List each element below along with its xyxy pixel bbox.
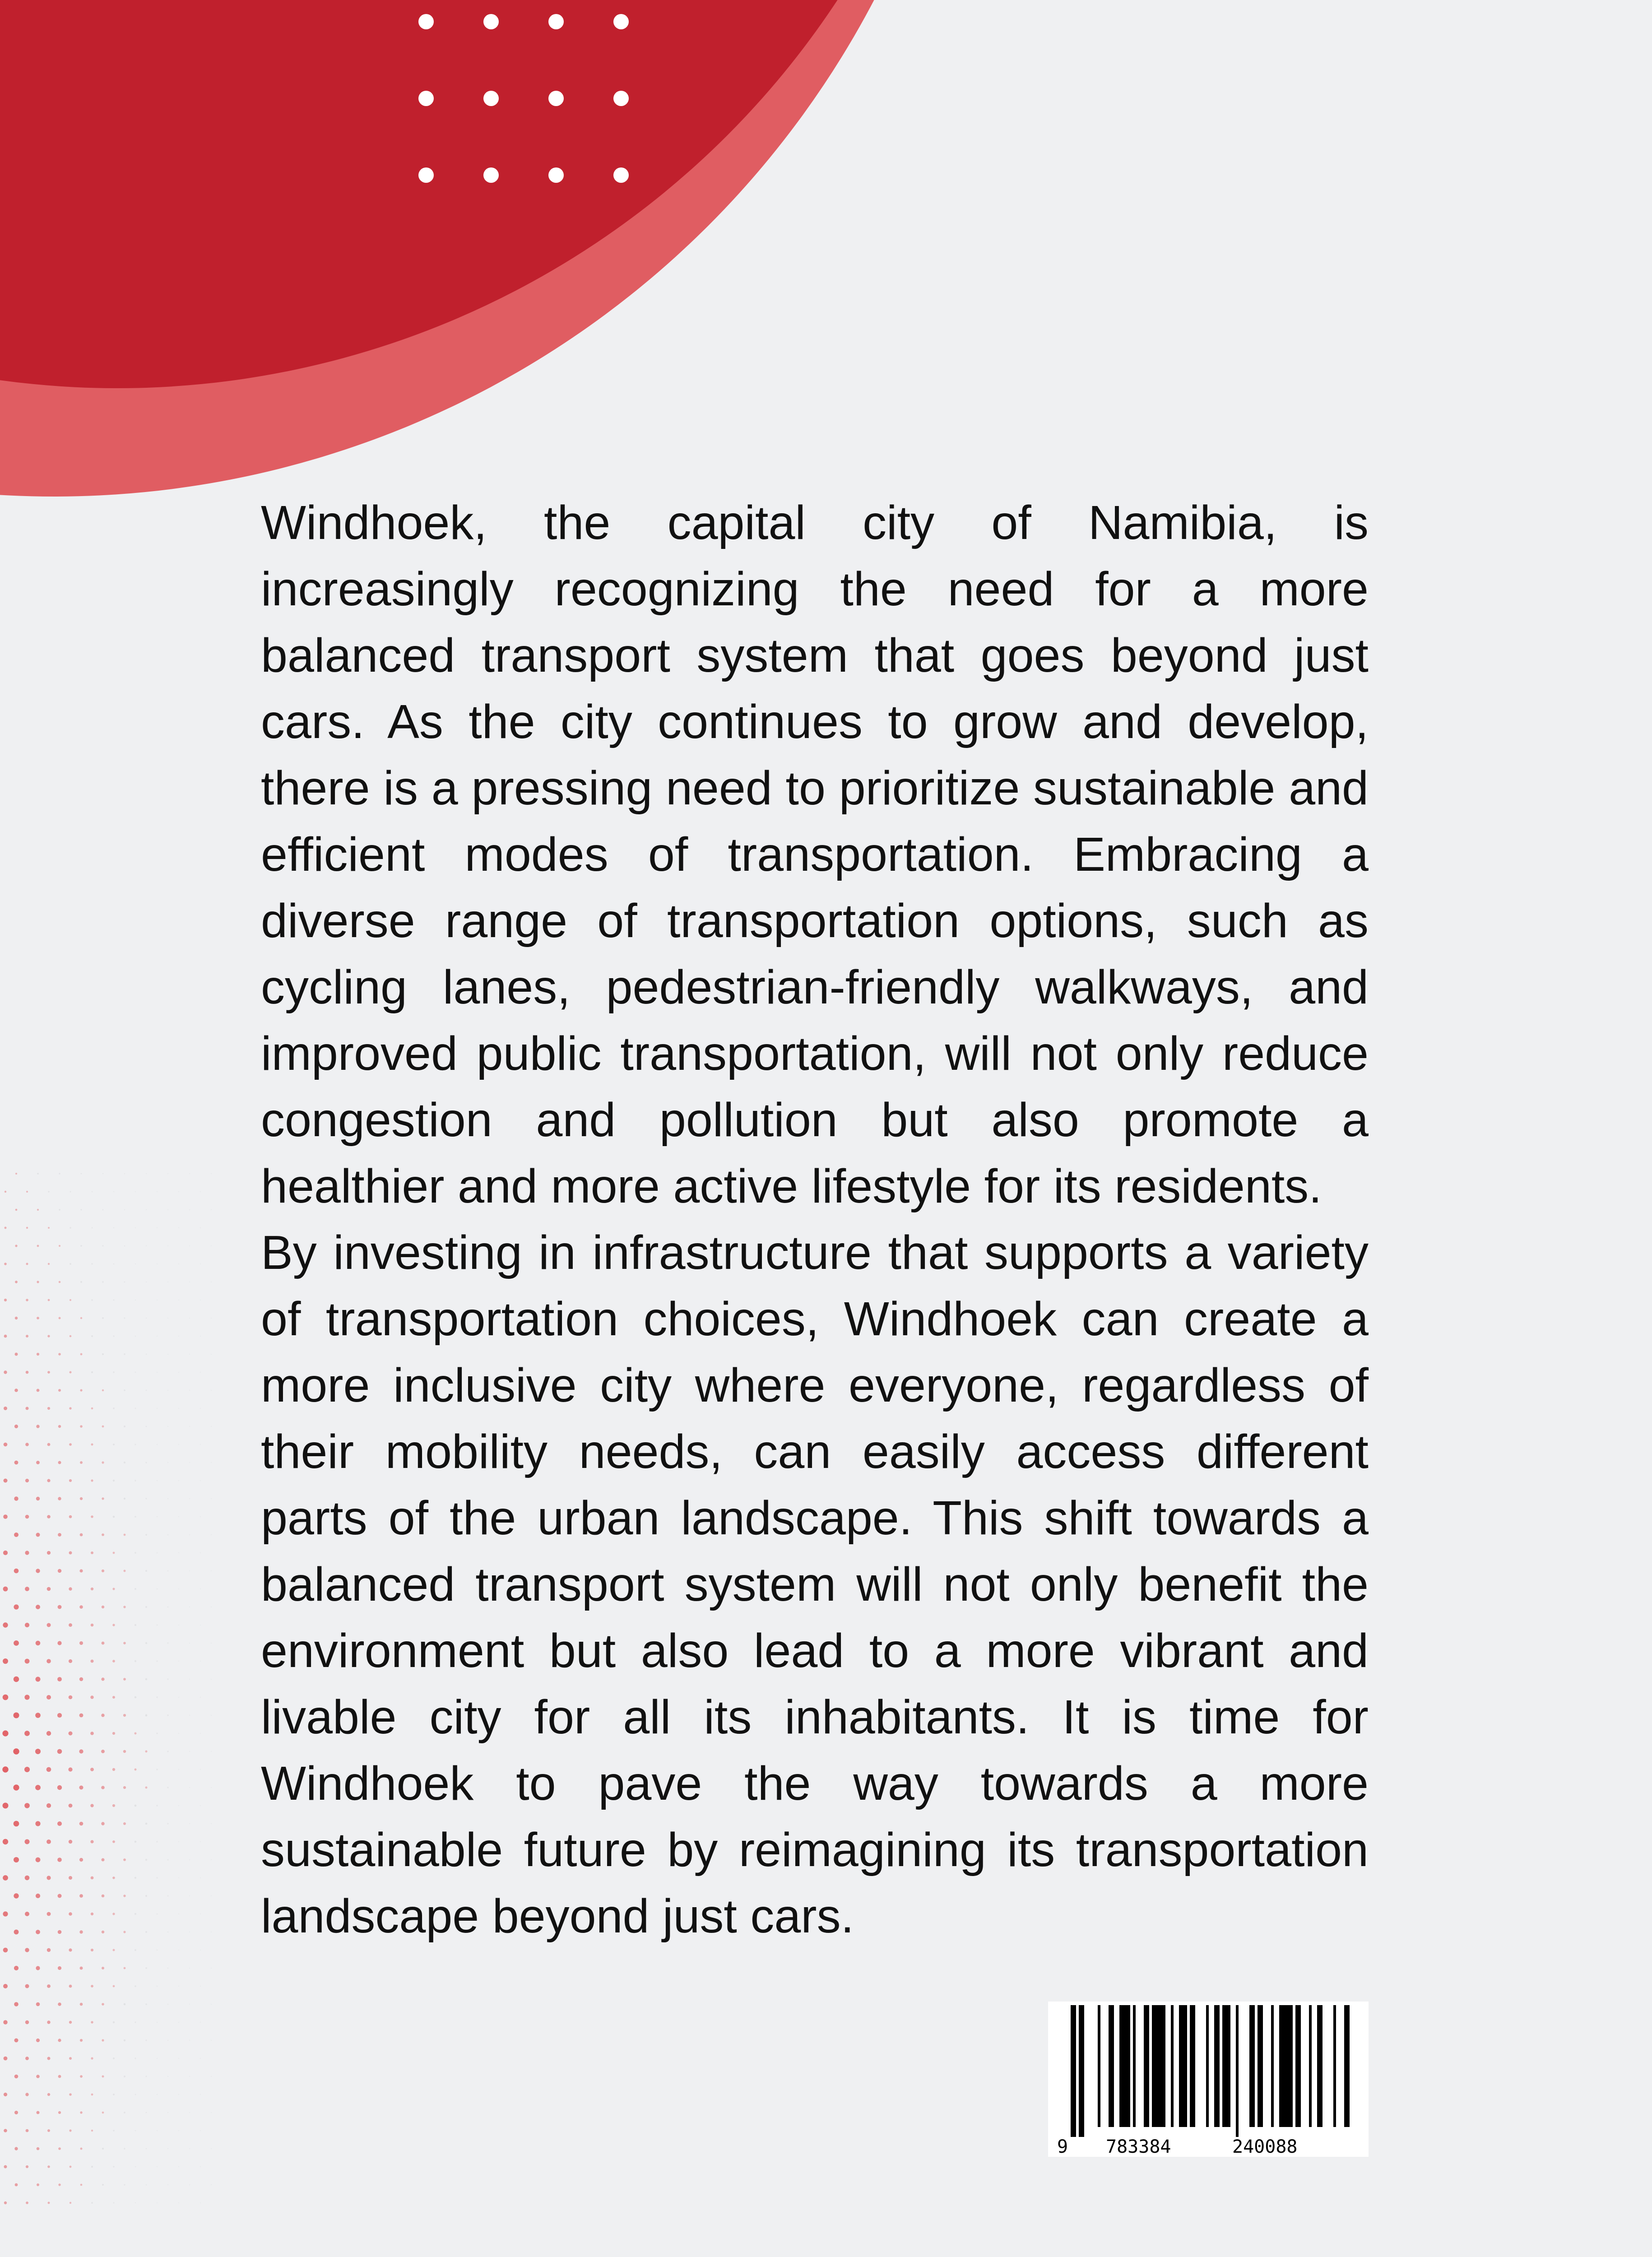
- paragraph-2: By investing in infrastructure that supports a variety of transportation choices, Windhoek can create a more inclusive city where everyone, regardless of their mobility needs, can easily access different parts of the urban landscape. This shift towards a balanced transport system will not only benefit the environment but also lead to a more vibrant and livable city for all its inhabitants. It is time for Windhoek to pave the way towards a more sustainable future by reimagining its transportation landscape beyond just cars.: [261, 1226, 1369, 1943]
- barcode-bars: [1048, 2002, 1369, 2137]
- paragraph-1: Windhoek, the capital city of Namibia, is increasingly recognizing the need for a more balanced transport system that goes beyond just cars. As the city continues to grow and develop, there is a pressing need to prioritize sustainable and efficient modes of transportation. Embracing a diverse range of transportation options, such as cycling lanes, pedestrian-friendly walkways, and improved public transportation, will not only reduce congestion and pollution but also promote a healthier and more active lifestyle for its residents.: [261, 496, 1369, 1213]
- barcode-digits-group-2: 240088: [1230, 2137, 1299, 2157]
- barcode-digits-group-1: 783384: [1104, 2137, 1173, 2157]
- back-cover-text: [261, 490, 1369, 1950]
- decorative-circles: [0, 0, 1652, 542]
- barcode-digits: [1048, 2137, 1369, 2157]
- halftone-dot-pattern: [0, 0, 235, 2257]
- barcode-digit-first: 9: [1055, 2137, 1070, 2157]
- isbn-barcode: [1048, 2002, 1369, 2157]
